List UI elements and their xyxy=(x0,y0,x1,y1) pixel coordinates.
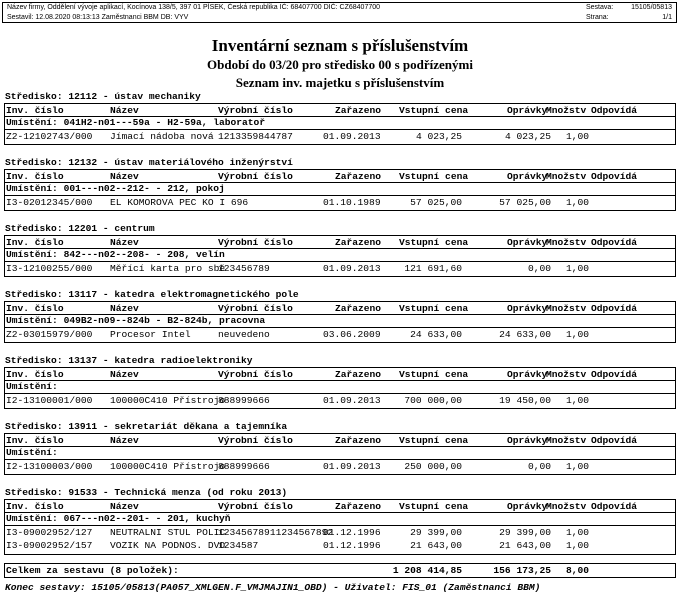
section-box xyxy=(4,367,676,409)
table-cell: Název xyxy=(110,369,139,380)
table-cell: 29 399,00 xyxy=(410,527,462,538)
col-opravky: Oprávky xyxy=(507,105,548,116)
table-row xyxy=(5,527,675,540)
table-cell: 700 000,00 xyxy=(404,395,462,406)
table-cell: Zařazeno xyxy=(335,369,382,380)
table-cell: Oprávky xyxy=(507,171,548,182)
section-title: Středisko: 12201 - centrum xyxy=(5,223,155,234)
col-inv: Inv. číslo xyxy=(6,105,64,116)
table-cell: 12345678911234567892 xyxy=(218,527,334,538)
table-cell: Umístění: 049B2-n09--824b - B2-824b, pracovna xyxy=(6,315,266,326)
table-cell: Umístění: xyxy=(6,447,58,458)
table-cell: Odpovídá xyxy=(591,369,638,380)
table-cell: 01.10.1989 xyxy=(323,197,381,208)
table-cell: NEUTRALNI STUL POLIC xyxy=(110,527,226,538)
table-cell: I2-13100001/000 xyxy=(6,395,93,406)
section-title: Středisko: 91533 - Technická menza (od roku 2013) xyxy=(5,487,288,498)
table-cell: 1,00 xyxy=(565,395,589,406)
table-cell: Výrobní číslo xyxy=(218,171,293,182)
table-cell: I2-13100003/000 xyxy=(6,461,93,472)
table-cell: Měřící karta pro sbě xyxy=(110,263,226,274)
table-cell: Název xyxy=(110,435,139,446)
table-cell: EL KOMOROVA PEC KO I 696 xyxy=(110,197,249,208)
table-cell: Procesor Intel xyxy=(110,329,191,340)
table-cell: 57 025,00 xyxy=(410,197,462,208)
table-cell: I3-02012345/000 xyxy=(6,197,93,208)
table-cell: Vstupní cena xyxy=(399,237,469,248)
table-cell: VOZIK NA PODNOS. DVO xyxy=(110,540,226,551)
table-cell: Zařazeno xyxy=(335,501,382,512)
table-row xyxy=(5,197,675,210)
section-box xyxy=(4,169,676,211)
table-cell: Oprávky xyxy=(507,501,548,512)
col-vyrobni: Výrobní číslo xyxy=(218,105,293,116)
table-cell: Odpovídá xyxy=(591,303,638,314)
table-cell: 4 023,25 xyxy=(415,131,462,142)
table-cell: Vstupní cena xyxy=(399,501,469,512)
table-cell: 0,00 xyxy=(527,263,551,274)
table-cell: Oprávky xyxy=(507,369,548,380)
table-cell: Inv. číslo xyxy=(6,303,64,314)
table-cell: 1,00 xyxy=(565,329,589,340)
table-cell: 1,00 xyxy=(565,461,589,472)
table-cell: Umístění: 067---n02--201- - 201, kuchyň xyxy=(6,513,231,524)
table-cell: 1234587 xyxy=(218,540,259,551)
table-cell: Vstupní cena xyxy=(399,303,469,314)
section-title: Středisko: 13911 - sekretariát děkana a tajemníka xyxy=(5,421,288,432)
table-row xyxy=(5,461,675,474)
table-row xyxy=(5,540,675,553)
table-cell: 01.09.2013 xyxy=(323,131,381,142)
table-cell: 250 000,00 xyxy=(404,461,462,472)
table-cell: 1,00 xyxy=(565,540,589,551)
section-box xyxy=(4,433,676,475)
table-cell: 0,00 xyxy=(527,461,551,472)
total-vstupni: 1 208 414,85 xyxy=(392,565,462,576)
table-cell: Odpovídá xyxy=(591,171,638,182)
table-cell: Inv. číslo xyxy=(6,237,64,248)
table-cell: I3-09002952/157 xyxy=(6,540,93,551)
report-footer: Konec sestavy: 15105/05813(PA057_XMLGEN.F_VMJMAJIN1_OBD) - Uživatel: FIS_01 (Zaměstnanci BBM) xyxy=(5,582,541,593)
table-cell: Jímací nádoba nová xyxy=(110,131,214,142)
table-cell: 888999666 xyxy=(218,395,270,406)
table-cell: Zařazeno xyxy=(335,435,382,446)
table-cell: 1,00 xyxy=(565,263,589,274)
table-cell: 01.12.1996 xyxy=(323,540,381,551)
table-cell: Množstv xyxy=(546,369,587,380)
section-box xyxy=(4,301,676,343)
table-cell: Množstv xyxy=(546,303,587,314)
table-cell: 03.06.2009 xyxy=(323,329,381,340)
table-row xyxy=(5,131,675,144)
report-subtitle: Období do 03/20 pro středisko 00 s podřízenými xyxy=(207,57,473,72)
table-cell: Inv. číslo xyxy=(6,171,64,182)
table-cell: Odpovídá xyxy=(591,237,638,248)
table-cell: Vstupní cena xyxy=(399,435,469,446)
report-title: Inventární seznam s příslušenstvím xyxy=(211,36,469,55)
table-cell: Výrobní číslo xyxy=(218,303,293,314)
section-title: Středisko: 13137 - katedra radioelektroniky xyxy=(5,355,253,366)
table-cell: Zařazeno xyxy=(335,303,382,314)
table-cell: Množstv xyxy=(546,237,587,248)
table-cell: 01.09.2013 xyxy=(323,395,381,406)
table-cell: 888999666 xyxy=(218,461,270,472)
col-mnozstvi: Množstv xyxy=(546,105,587,116)
table-row xyxy=(5,329,675,342)
table-cell: 21 643,00 xyxy=(499,540,551,551)
table-cell: Umístění: 001---n02--212- - 212, pokoj xyxy=(6,183,225,194)
table-cell: Z2-03015979/000 xyxy=(6,329,93,340)
sestava-value: 15105/05813 xyxy=(631,4,672,11)
total-opravky: 156 173,25 xyxy=(493,565,551,576)
table-cell: Umístění: xyxy=(6,381,58,392)
table-cell: Z2-12102743/000 xyxy=(6,131,93,142)
col-zarazeno: Zařazeno xyxy=(335,105,382,116)
col-vstupni: Vstupní cena xyxy=(399,105,469,116)
table-cell: I3-09002952/127 xyxy=(6,527,93,538)
table-cell: 123456789 xyxy=(218,263,270,274)
company-info: Název firmy, Oddělení vývoje aplikací, Kocínova 138/5, 397 01 PÍSEK, Česká republika IČ: 68407700 DIČ: CZ68407700 xyxy=(7,4,381,11)
table-cell: 1,00 xyxy=(565,527,589,538)
table-cell: Množstv xyxy=(546,171,587,182)
table-cell: Oprávky xyxy=(507,435,548,446)
created-info: Sestavil: 12.08.2020 08:13:13 Zaměstnanci BBM DB: VYV xyxy=(7,14,189,21)
table-cell: Odpovídá xyxy=(591,435,638,446)
table-cell: Vstupní cena xyxy=(399,369,469,380)
section-box xyxy=(4,235,676,277)
section-box xyxy=(4,499,676,555)
table-cell: 01.09.2013 xyxy=(323,461,381,472)
table-cell: 121 691,60 xyxy=(404,263,462,274)
table-cell: Zařazeno xyxy=(335,237,382,248)
table-cell: Množstv xyxy=(546,435,587,446)
total-box xyxy=(4,563,676,578)
table-cell: Umístění: 041H2-n01---59a - H2-59a, laboratoř xyxy=(6,117,266,128)
table-cell: Název xyxy=(110,303,139,314)
table-cell: Výrobní číslo xyxy=(218,237,293,248)
strana-label: Strana: xyxy=(586,14,609,21)
table-cell: Název xyxy=(110,501,139,512)
table-cell: Inv. číslo xyxy=(6,501,64,512)
table-cell: Zařazeno xyxy=(335,171,382,182)
table-cell: 4 023,25 xyxy=(504,131,551,142)
table-cell: Oprávky xyxy=(507,303,548,314)
strana-value: 1/1 xyxy=(662,14,672,21)
table-cell: 1213359844787 xyxy=(218,131,293,142)
table-cell: 01.12.1996 xyxy=(323,527,381,538)
section-title: Středisko: 13117 - katedra elektromagnetického pole xyxy=(5,289,299,300)
table-cell: 57 025,00 xyxy=(499,197,551,208)
section-title: Středisko: 12112 - ústav mechaniky xyxy=(5,91,201,102)
table-cell: 100000C410 Přístrojo xyxy=(110,395,226,406)
col-odpovida: Odpovídá xyxy=(591,105,638,116)
report-header xyxy=(2,2,677,23)
table-cell: Oprávky xyxy=(507,237,548,248)
table-cell: neuvedeno xyxy=(218,329,270,340)
total-label: Celkem za sestavu (8 položek): xyxy=(6,565,179,576)
table-cell: 24 633,00 xyxy=(410,329,462,340)
table-row xyxy=(5,395,675,408)
table-cell: 29 399,00 xyxy=(499,527,551,538)
table-cell: Výrobní číslo xyxy=(218,501,293,512)
total-row xyxy=(5,565,675,578)
table-cell: Výrobní číslo xyxy=(218,435,293,446)
col-nazev: Název xyxy=(110,105,139,116)
table-cell: Název xyxy=(110,237,139,248)
table-row xyxy=(5,263,675,276)
table-cell: Umístění: 842---n02--208- - 208, velín xyxy=(6,249,225,260)
table-cell: I3-12100255/000 xyxy=(6,263,93,274)
table-cell: 1,00 xyxy=(565,131,589,142)
table-cell: Vstupní cena xyxy=(399,171,469,182)
table-cell: 01.09.2013 xyxy=(323,263,381,274)
table-cell: Inv. číslo xyxy=(6,369,64,380)
table-cell: Výrobní číslo xyxy=(218,369,293,380)
table-cell: 100000C410 Přístrojo xyxy=(110,461,226,472)
table-cell: 1,00 xyxy=(565,197,589,208)
section-box xyxy=(4,103,676,145)
table-cell: Množstv xyxy=(546,501,587,512)
table-cell: 19 450,00 xyxy=(499,395,551,406)
sestava-label: Sestava: xyxy=(586,4,614,11)
report-subtitle-2: Seznam inv. majetku s příslušenstvím xyxy=(235,75,445,90)
section-title: Středisko: 12132 - ústav materiálového inženýrství xyxy=(5,157,293,168)
table-cell: 21 643,00 xyxy=(410,540,462,551)
table-cell: 24 633,00 xyxy=(499,329,551,340)
table-cell: Odpovídá xyxy=(591,501,638,512)
table-cell: Název xyxy=(110,171,139,182)
total-mnozstvi: 8,00 xyxy=(565,565,589,576)
table-cell: Inv. číslo xyxy=(6,435,64,446)
